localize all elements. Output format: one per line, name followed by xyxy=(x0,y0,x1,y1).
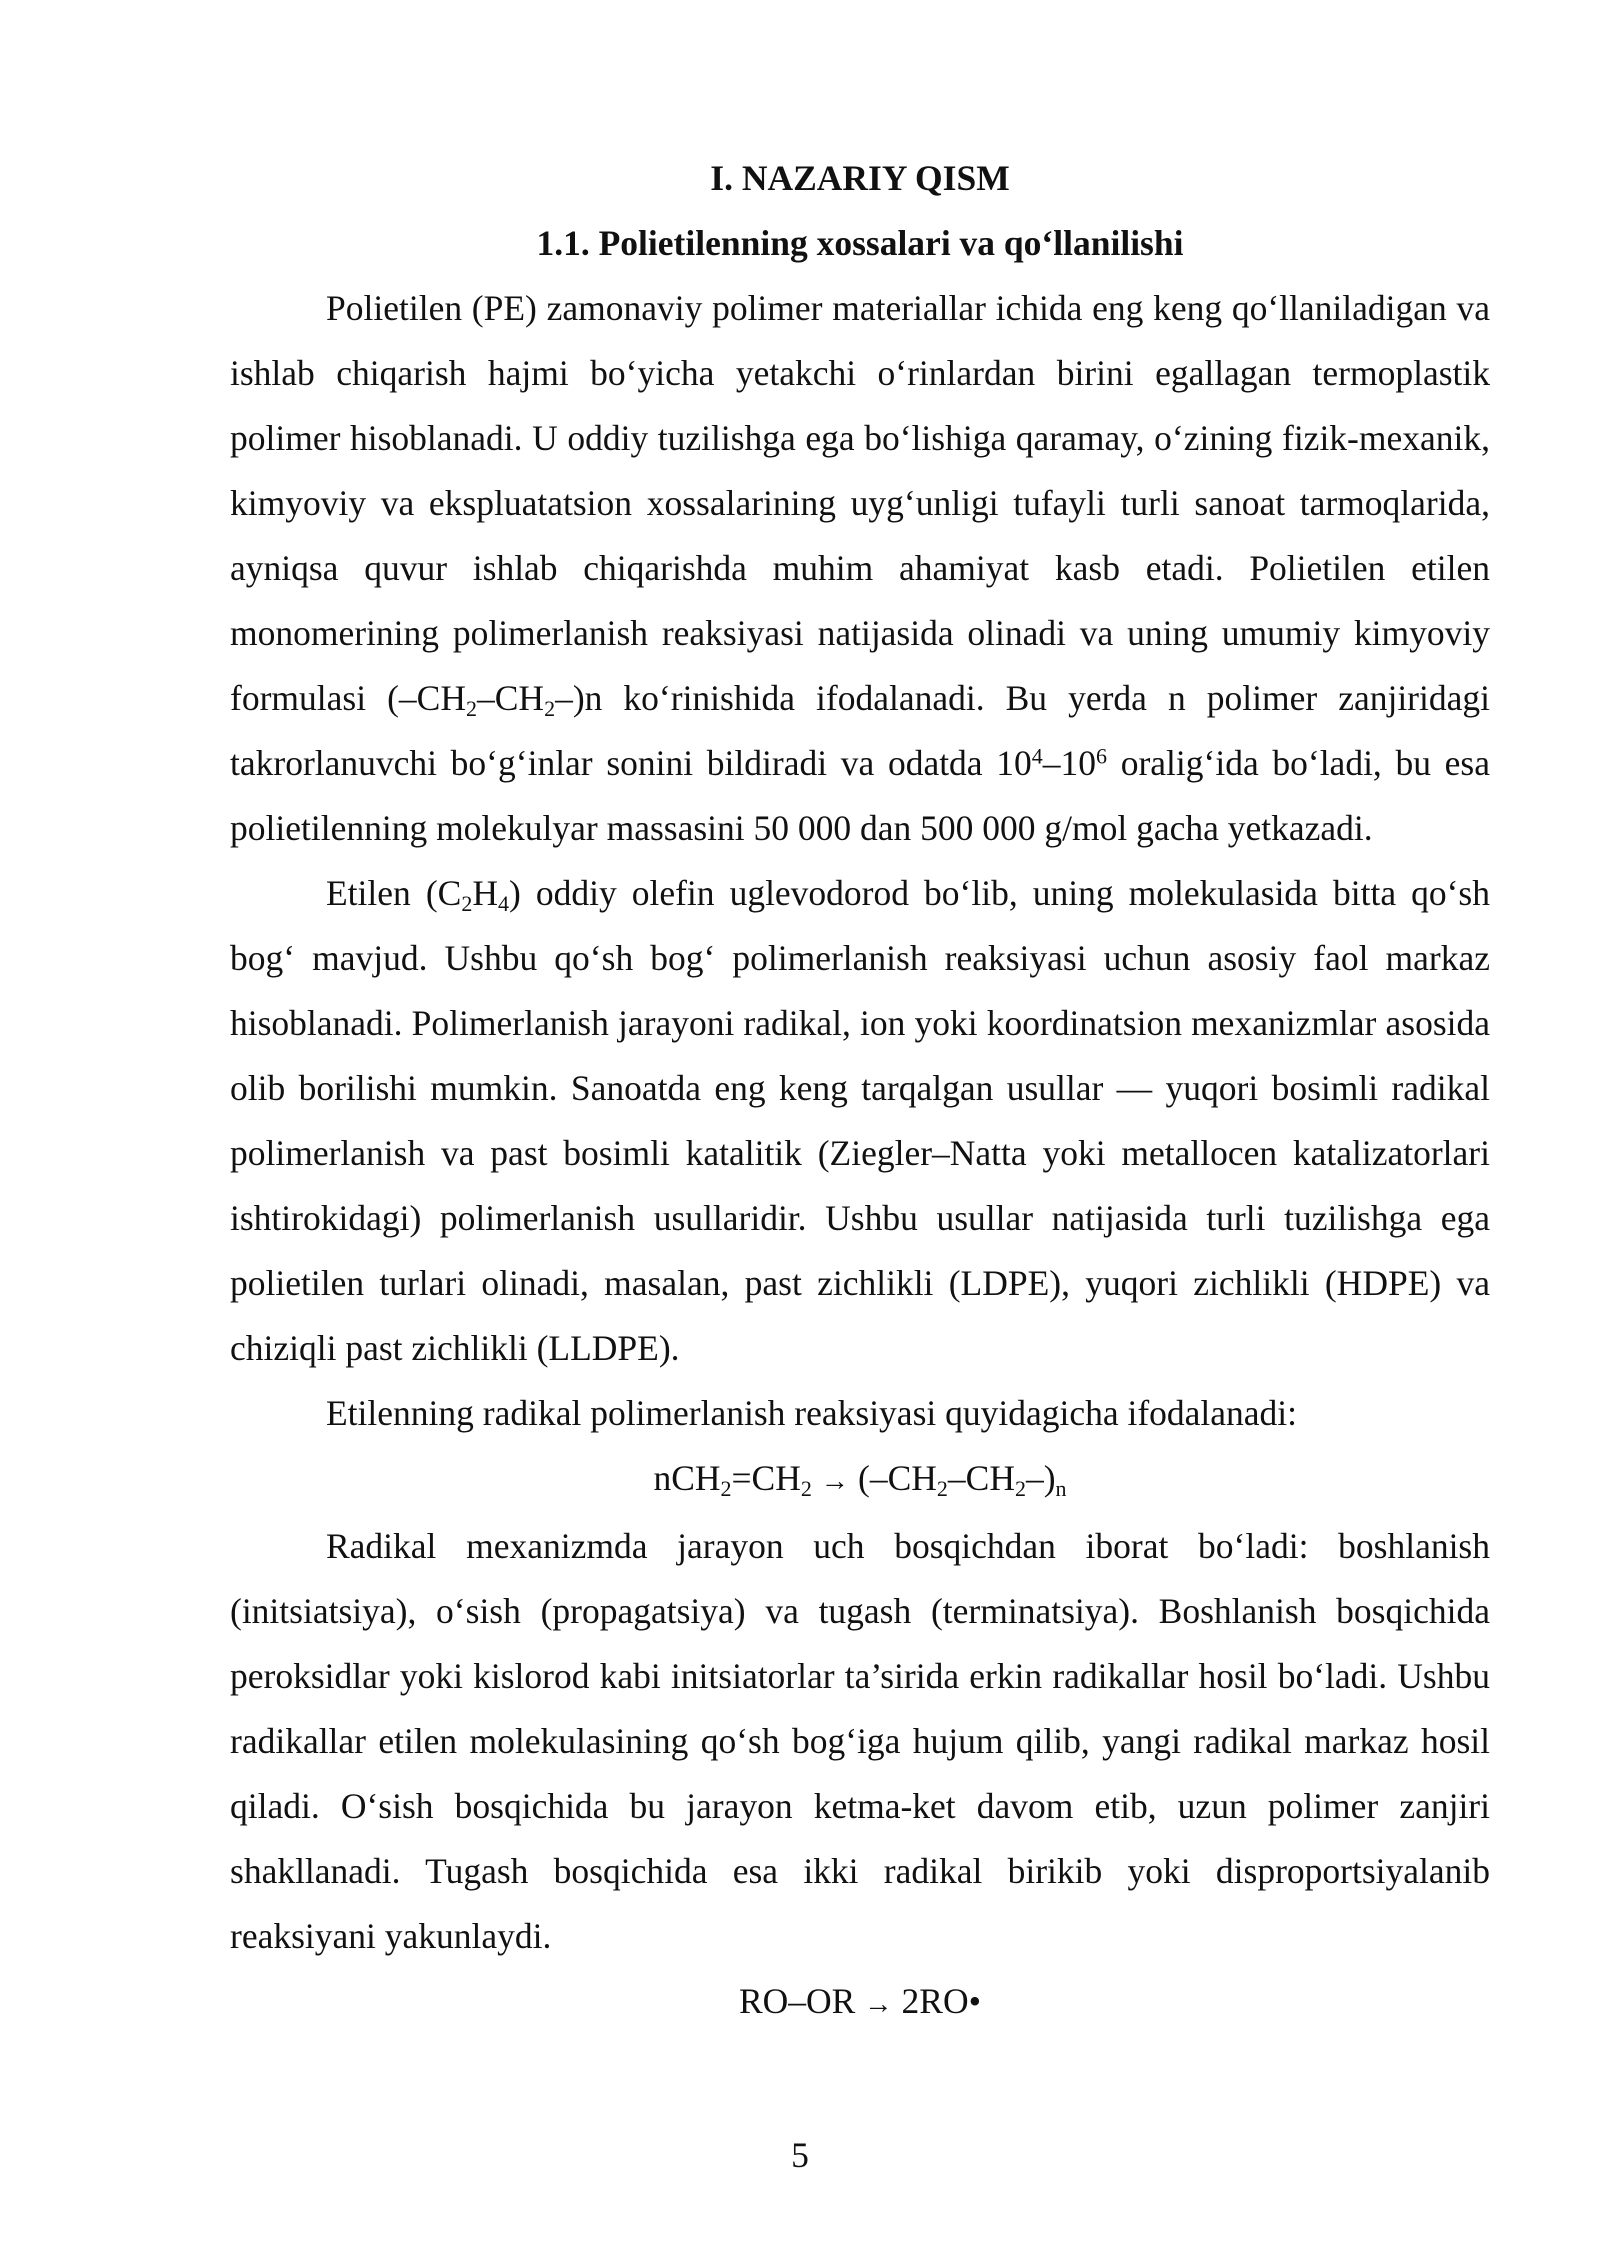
paragraph-text: oralig‘ida bo‘ladi, bu esa polietilenning molekulyar massasini 50 000 dan 500 000 g/mol gacha yetkazadi. xyxy=(230,743,1491,848)
subscript: 2 xyxy=(461,891,473,917)
page-number: 5 xyxy=(791,2135,809,2175)
paragraph-polyethylene-intro xyxy=(230,276,1490,861)
formula-part: –CH xyxy=(947,1458,1015,1498)
formula-part: –CH xyxy=(476,678,545,718)
subscript-n: n xyxy=(584,678,603,718)
equation-initiation xyxy=(230,1969,1490,2037)
paragraph-text: ko‘rinishida ifodalanadi. Bu yerda n polimer zanjiridagi takrorlanuvchi bo‘g‘inlar sonini bildiradi va odatda 10 xyxy=(230,678,1490,783)
formula-part: nCH xyxy=(653,1458,721,1498)
paragraph-radical-mechanism: Radikal mexanizmda jarayon uch bosqichdan iborat bo‘ladi: boshlanish (initsiatsiya), o‘sish (propagatsiya) va tugash (terminatsiya). Boshlanish bosqichida peroksidlar yoki kislorod kabi initsiatorlar ta’sirida erkin radikallar hosil bo‘ladi. Ushbu radikallar etilen molekulasining qo‘sh bog‘iga hujum qilib, yangi radikal markaz hosil qiladi. O‘sish bosqichida bu jarayon ketma-ket davom etib, uzun polimer zanjiri shakllanadi. Tugash bosqichida esa ikki radikal birikib yoki disproportsiyalanib reaksiyani yakunlaydi. xyxy=(230,1526,1490,1956)
paragraph-text: H xyxy=(472,873,498,913)
formula-part: –) xyxy=(1025,1458,1056,1498)
formula-part: (–CH xyxy=(387,678,466,718)
formula-part: –) xyxy=(555,678,585,718)
paragraph-text: ) oddiy olefin uglevodorod bo‘lib, uning molekulasida bitta qo‘sh bog‘ mavjud. Ushbu qo‘sh bog‘ polimerlanish reaksiyasi uchun asosiy faol markaz hisoblanadi. Polimerlanish jarayoni radikal, ion yoki koordinatsion mexanizmlar asosida olib borilishi mumkin. Sanoatda eng keng tarqalgan usullar — yuqori bosimli radikal polimerlanish va past bosimli katalitik (Ziegler–Natta yoki metallocen katalizatorlari ishtirokidagi) polimerlanish usullaridir. Ushbu usullar natijasida turli tuzilishga ega polietilen turlari olinadi, masalan, past zichlikli (LDPE), yuqori zichlikli (HDPE) va chiziqli past zichlikli (LLDPE). xyxy=(230,873,1490,1368)
chapter-title: I. NAZARIY QISM xyxy=(710,158,1010,198)
formula-part: =CH xyxy=(731,1458,801,1498)
subscript: 4 xyxy=(497,891,509,917)
paragraph-text: Etilen (C xyxy=(326,873,462,913)
formula-part: (–CH xyxy=(858,1458,937,1498)
paragraph-text: –10 xyxy=(1042,743,1097,783)
formula-inline xyxy=(387,678,603,722)
subscript: 2 xyxy=(465,696,477,722)
paragraph-text: Polietilen (PE) zamonaviy polimer materiallar ichida eng keng qo‘llaniladigan va ishlab chiqarish hajmi bo‘yicha yetakchi o‘rinlardan birini egallagan termoplastik polimer hisoblanadi. U oddiy tuzilishga ega bo‘lishiga qaramay, o‘zining fizik-mexanik, kimyoviy va ekspluatatsion xossalarining uyg‘unligi tufayli turli sanoat tarmoqlarida, ayniqsa quvur ishlab chiqarishda muhim ahamiyat kasb etadi. Polietilen etilen monomerining polimerlanish reaksiyasi natijasida olinadi va uning umumiy kimyoviy formulasi xyxy=(230,288,1490,718)
reaction-arrow-icon: → xyxy=(820,1466,850,1497)
subscript: 2 xyxy=(800,1476,812,1502)
equation-polymerization xyxy=(230,1446,1490,1514)
paragraph-ethylene xyxy=(230,861,1490,1381)
paragraph-reaction-intro: Etilenning radikal polimerlanish reaksiyasi quyidagicha ifodalanadi: xyxy=(326,1393,1298,1433)
formula-part: 2RO• xyxy=(901,1981,982,2021)
reaction-arrow-icon: → xyxy=(864,1989,893,2020)
section-title: 1.1. Polietilenning xossalari va qo‘llanilishi xyxy=(536,223,1184,263)
superscript: 6 xyxy=(1096,743,1108,769)
superscript: 4 xyxy=(1031,743,1043,769)
subscript: 2 xyxy=(720,1476,732,1502)
subscript: 2 xyxy=(936,1476,948,1502)
subscript: 2 xyxy=(544,696,556,722)
formula-part: RO–OR xyxy=(738,1981,856,2021)
subscript-n: n xyxy=(1055,1476,1067,1502)
subscript: 2 xyxy=(1014,1476,1026,1502)
page-content xyxy=(230,146,1490,2037)
